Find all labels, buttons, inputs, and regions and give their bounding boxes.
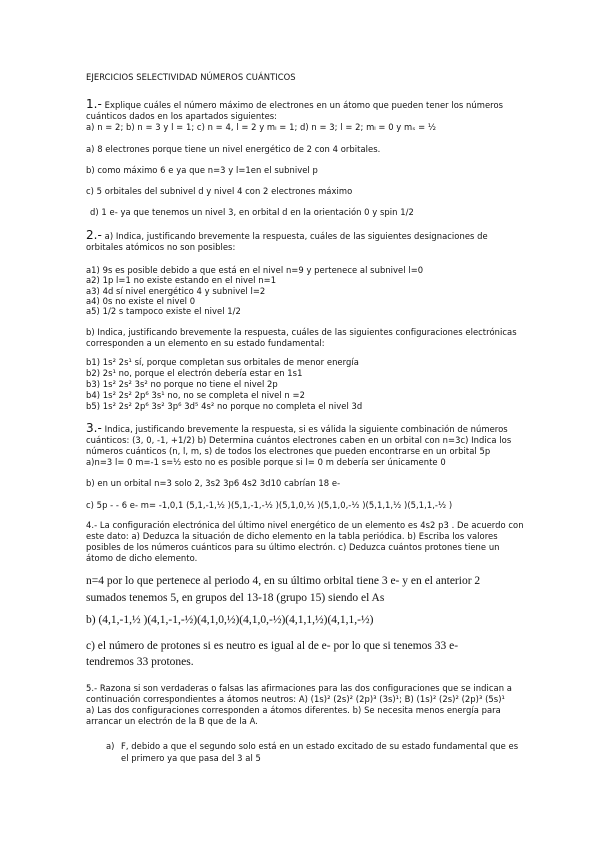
q5-line-1: 5.- Razona si son verdaderas o falsas las afirmaciones para las dos configuraciones que se indican a — [86, 683, 512, 693]
q4-answer-1: n=4 por lo que pertenece al periodo 4, en su último orbital tiene 3 e- y en el anterior 2 — [86, 575, 481, 587]
q1-answer-c: c) 5 orbitales del subnivel d y nivel 4 con 2 electrones máximo — [86, 186, 353, 196]
q5-line-4: arrancar un electrón de la B que de la A. — [86, 716, 258, 726]
q5-answer-1: F, debido a que el segundo solo está en un estado excitado de su estado fundamental que es — [121, 741, 519, 751]
q1-answer-b: b) como máximo 6 e ya que n=3 y l=1en el subnivel p — [86, 165, 318, 175]
q2-answer-b1: b1) 1s² 2s¹ sí, porque completan sus orbitales de menor energía — [86, 357, 359, 367]
q4-answer-3: b) (4,1,-1,½ )(4,1,-1,-½)(4,1,0,½)(4,1,0,-½)(4,1,1,½)(4,1,1,-½) — [86, 614, 374, 626]
q4-line-3: posibles de los números cuánticos para su último electrón. c) Deduzca cuántos protones tiene un — [86, 542, 500, 552]
q2-answer-b2: b2) 2s¹ no, porque el electrón debería estar en 1s1 — [86, 368, 303, 378]
q4-answer-2: sumados tenemos 5, en grupos del 13-18 (grupo 15) siendo el As — [86, 592, 385, 604]
q5-bullet-a: a) — [106, 741, 115, 751]
q2-part-b-line-1: b) Indica, justificando brevemente la respuesta, cuáles de las siguientes configuraciones electrónicas — [86, 327, 517, 337]
q4-answer-4: c) el número de protones si es neutro es igual al de e- por lo que si tenemos 33 e- — [86, 640, 459, 652]
q2-answer-a5: a5) 1/2 s tampoco existe el nivel 1/2 — [86, 306, 241, 316]
q3-number: 3.- — [86, 421, 102, 435]
q4-line-1: 4.- La configuración electrónica del último nivel energético de un elemento es 4s2 p3 . De acuerdo con — [86, 520, 524, 530]
q4-answer-5: tendremos 33 protones. — [86, 656, 194, 668]
q2-answer-a2: a2) 1p l=1 no existe estando en el nivel n=1 — [86, 275, 277, 285]
q3-line-5: b) en un orbital n=3 solo 2, 3s2 3p6 4s2 3d10 cabrían 18 e- — [86, 478, 341, 488]
q3-line-1: 3.- Indica, justificando brevemente la respuesta, si es válida la siguiente combinación de números — [86, 421, 508, 435]
q5-answer-2: el primero ya que pasa del 3 al 5 — [121, 753, 261, 763]
document-title: EJERCICIOS SELECTIVIDAD NÚMEROS CUÁNTICOS — [86, 72, 296, 82]
q1-line-3: a) n = 2; b) n = 3 y l = 1; c) n = 4, l = 2 y mₗ = 1; d) n = 3; l = 2; mₗ = 0 y mₛ = ½ — [86, 122, 437, 132]
q3-line-2: cuánticos: (3, 0, -1, +1/2) b) Determina cuántos electrones caben en un orbital con n=3c) Indica los — [86, 435, 512, 445]
q3-line-6: c) 5p - - 6 e- m= -1,0,1 (5,1,-1,½ )(5,1,-1,-½ )(5,1,0,½ )(5,1,0,-½ )(5,1,1,½ )(5,1,1,-½ ) — [86, 500, 453, 510]
q2-answer-a1: a1) 9s es posible debido a que está en el nivel n=9 y pertenece al subnivel l=0 — [86, 265, 424, 275]
q1-line-2: cuánticos dados en los apartados siguientes: — [86, 111, 278, 121]
q3-line-4: a)n=3 l= 0 m=-1 s=½ esto no es posible porque si l= 0 m debería ser únicamente 0 — [86, 457, 446, 467]
q2-answer-b3: b3) 1s² 2s² 3s² no porque no tiene el nivel 2p — [86, 379, 278, 389]
q2-answer-a4: a4) 0s no existe el nivel 0 — [86, 296, 196, 306]
q5-line-3: a) Las dos configuraciones corresponden a átomos diferentes. b) Se necesita menos energía para — [86, 705, 501, 715]
q1-number: 1.- — [86, 97, 102, 111]
q4-line-4: átomo de dicho elemento. — [86, 553, 198, 563]
q2-part-b-line-2: corresponden a un elemento en su estado fundamental: — [86, 338, 325, 348]
q1-answer-d: d) 1 e- ya que tenemos un nivel 3, en orbital d en la orientación 0 y spin 1/2 — [90, 207, 414, 217]
q4-line-2: este dato: a) Deduzca la situación de dicho elemento en la tabla periódica. b) Escriba los valores — [86, 531, 498, 541]
q2-line-1: 2.- a) Indica, justificando brevemente la respuesta, cuáles de las siguientes designaciones de — [86, 228, 488, 242]
q3-line-3: números cuánticos (n, l, m, s) de todos los electrones que pueden encontrarse en un orbital 5p — [86, 446, 491, 456]
q2-answer-b5: b5) 1s² 2s² 2p⁶ 3s² 3p⁶ 3d⁵ 4s² no porque no completa el nivel 3d — [86, 401, 363, 411]
q2-line-2: orbitales atómicos no son posibles: — [86, 242, 236, 252]
q2-answer-b4: b4) 1s² 2s² 2p⁶ 3s¹ no, no se completa el nivel n =2 — [86, 390, 305, 400]
q1-answer-a: a) 8 electrones porque tiene un nivel energético de 2 con 4 orbitales. — [86, 144, 381, 154]
q5-line-2: continuación correspondientes a átomos neutros: A) (1s)² (2s)² (2p)³ (3s)¹; B) (1s)² (2s)² (2p)³ (5s)¹ — [86, 694, 505, 704]
q1-line-1: 1.- Explique cuáles el número máximo de electrones en un átomo que pueden tener los números — [86, 97, 504, 111]
q2-answer-a3: a3) 4d sí nivel energético 4 y subnivel l=2 — [86, 286, 266, 296]
q2-number: 2.- — [86, 228, 102, 242]
